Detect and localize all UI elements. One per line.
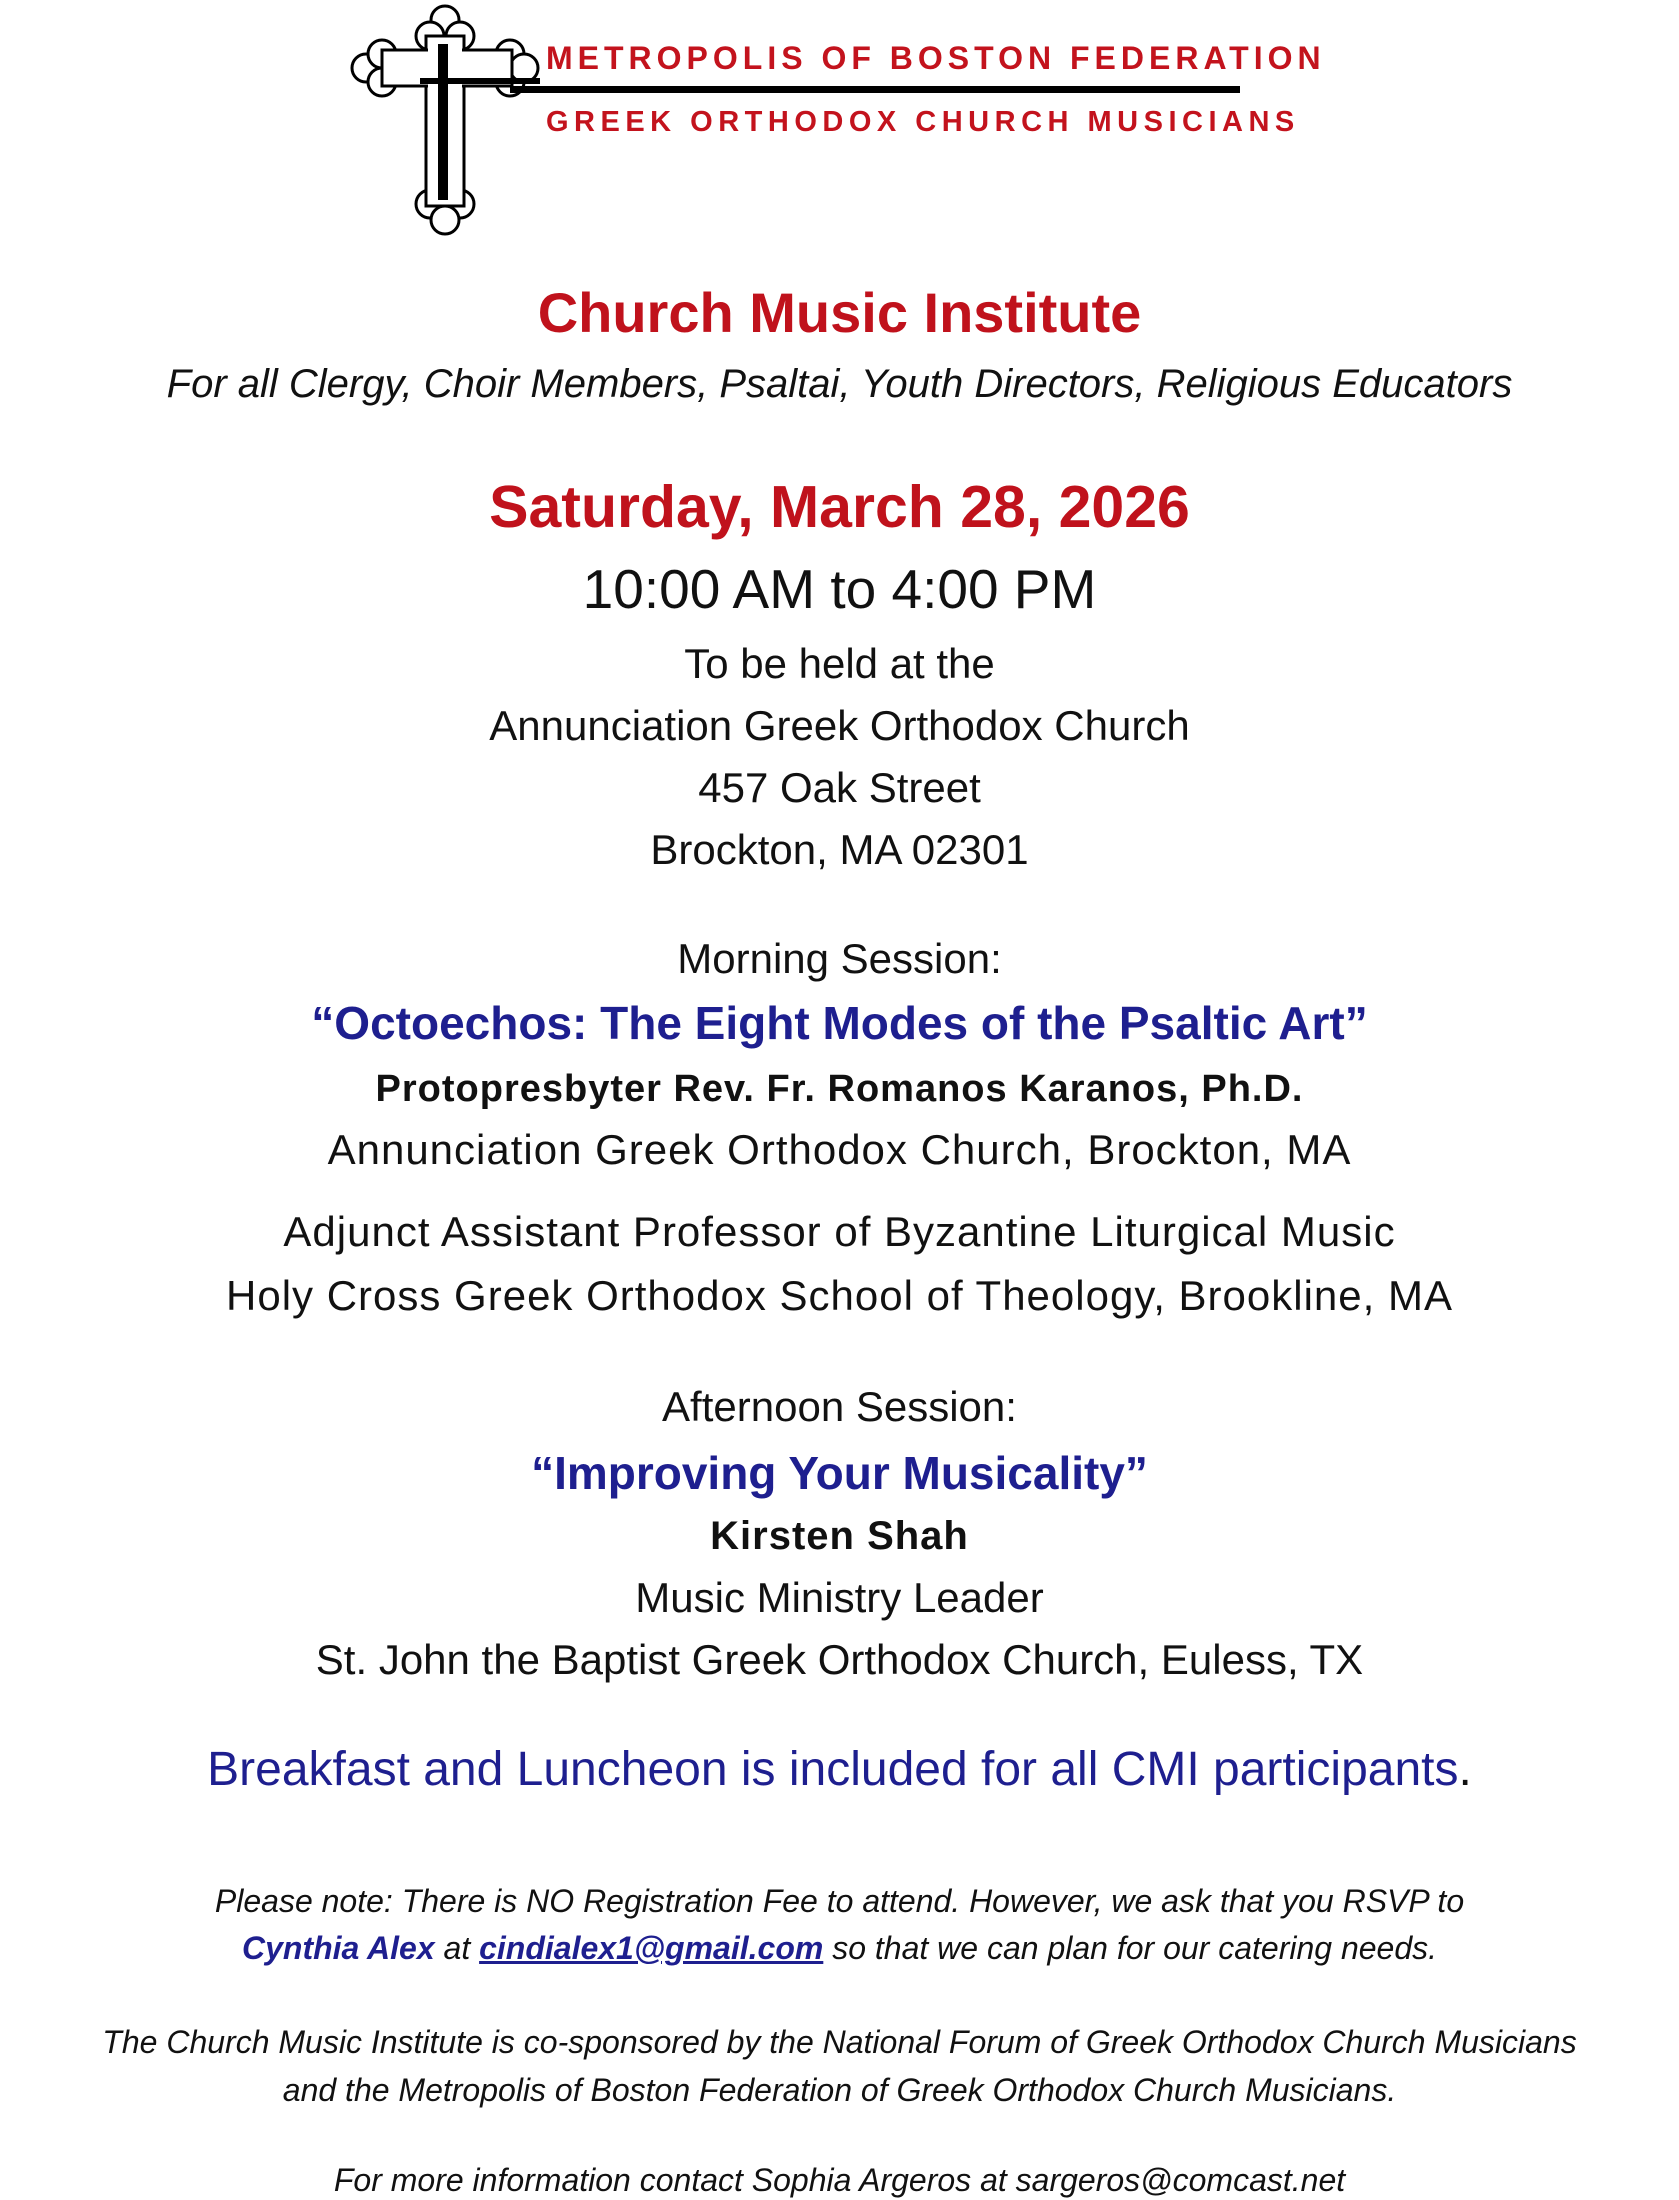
- afternoon-session-label: Afternoon Session:: [662, 1383, 1017, 1430]
- sponsor-line1: The Church Music Institute is co-sponsored by the National Forum of Greek Orthodox Church Musicians: [102, 2024, 1577, 2060]
- rsvp-line2: [0, 1930, 1679, 1967]
- morning-affiliation-3: Holy Cross Greek Orthodox School of Theology, Brookline, MA: [226, 1272, 1453, 1319]
- contact-info: For more information contact Sophia Argeros at sargeros@comcast.net: [333, 2162, 1346, 2198]
- morning-affiliation-1: Annunciation Greek Orthodox Church, Brockton, MA: [327, 1126, 1352, 1173]
- venue-intro: To be held at the: [684, 640, 995, 687]
- org-name-line2: GREEK ORTHODOX CHURCH MUSICIANS: [546, 106, 1300, 138]
- venue-street: 457 Oak Street: [698, 764, 981, 811]
- event-title: Church Music Institute: [537, 281, 1142, 344]
- header-logo: [350, 0, 1326, 245]
- afternoon-talk-title: “Improving Your Musicality”: [531, 1447, 1148, 1499]
- meal-notice-period: .: [1458, 1743, 1472, 1796]
- meal-notice: [0, 1742, 1679, 1797]
- afternoon-affiliation-1: Music Ministry Leader: [635, 1574, 1044, 1621]
- rsvp-line1: Please note: There is NO Registration Fee to attend. However, we ask that you RSVP to: [214, 1883, 1465, 1919]
- rsvp-email-link[interactable]: cindialex1@gmail.com: [479, 1930, 824, 1966]
- afternoon-speaker: Kirsten Shah: [710, 1514, 969, 1558]
- morning-session-label: Morning Session:: [677, 935, 1002, 982]
- afternoon-affiliation-2: St. John the Baptist Greek Orthodox Church, Euless, TX: [315, 1636, 1364, 1683]
- venue-city: Brockton, MA 02301: [650, 826, 1029, 873]
- morning-speaker: Protopresbyter Rev. Fr. Romanos Karanos, Ph.D.: [375, 1068, 1304, 1110]
- orthodox-cross-icon: [350, 0, 540, 240]
- event-time: 10:00 AM to 4:00 PM: [582, 558, 1097, 620]
- rsvp-tail: so that we can plan for our catering needs.: [823, 1930, 1438, 1966]
- rsvp-contact-name: Cynthia Alex: [241, 1930, 435, 1966]
- sponsor-line2: and the Metropolis of Boston Federation of Greek Orthodox Church Musicians.: [282, 2072, 1397, 2108]
- event-audience: For all Clergy, Choir Members, Psaltai, Youth Directors, Religious Educators: [166, 362, 1513, 406]
- org-name-line1: METROPOLIS OF BOSTON FEDERATION: [546, 40, 1326, 76]
- morning-talk-title: “Octoechos: The Eight Modes of the Psaltic Art”: [311, 997, 1368, 1049]
- event-date: Saturday, March 28, 2026: [489, 474, 1190, 540]
- venue-name: Annunciation Greek Orthodox Church: [489, 702, 1190, 749]
- rsvp-at: at: [434, 1930, 480, 1966]
- header-rule: [510, 86, 1240, 93]
- meal-notice-text: Breakfast and Luncheon is included for all CMI participants: [207, 1743, 1459, 1796]
- morning-affiliation-2: Adjunct Assistant Professor of Byzantine Liturgical Music: [283, 1208, 1396, 1255]
